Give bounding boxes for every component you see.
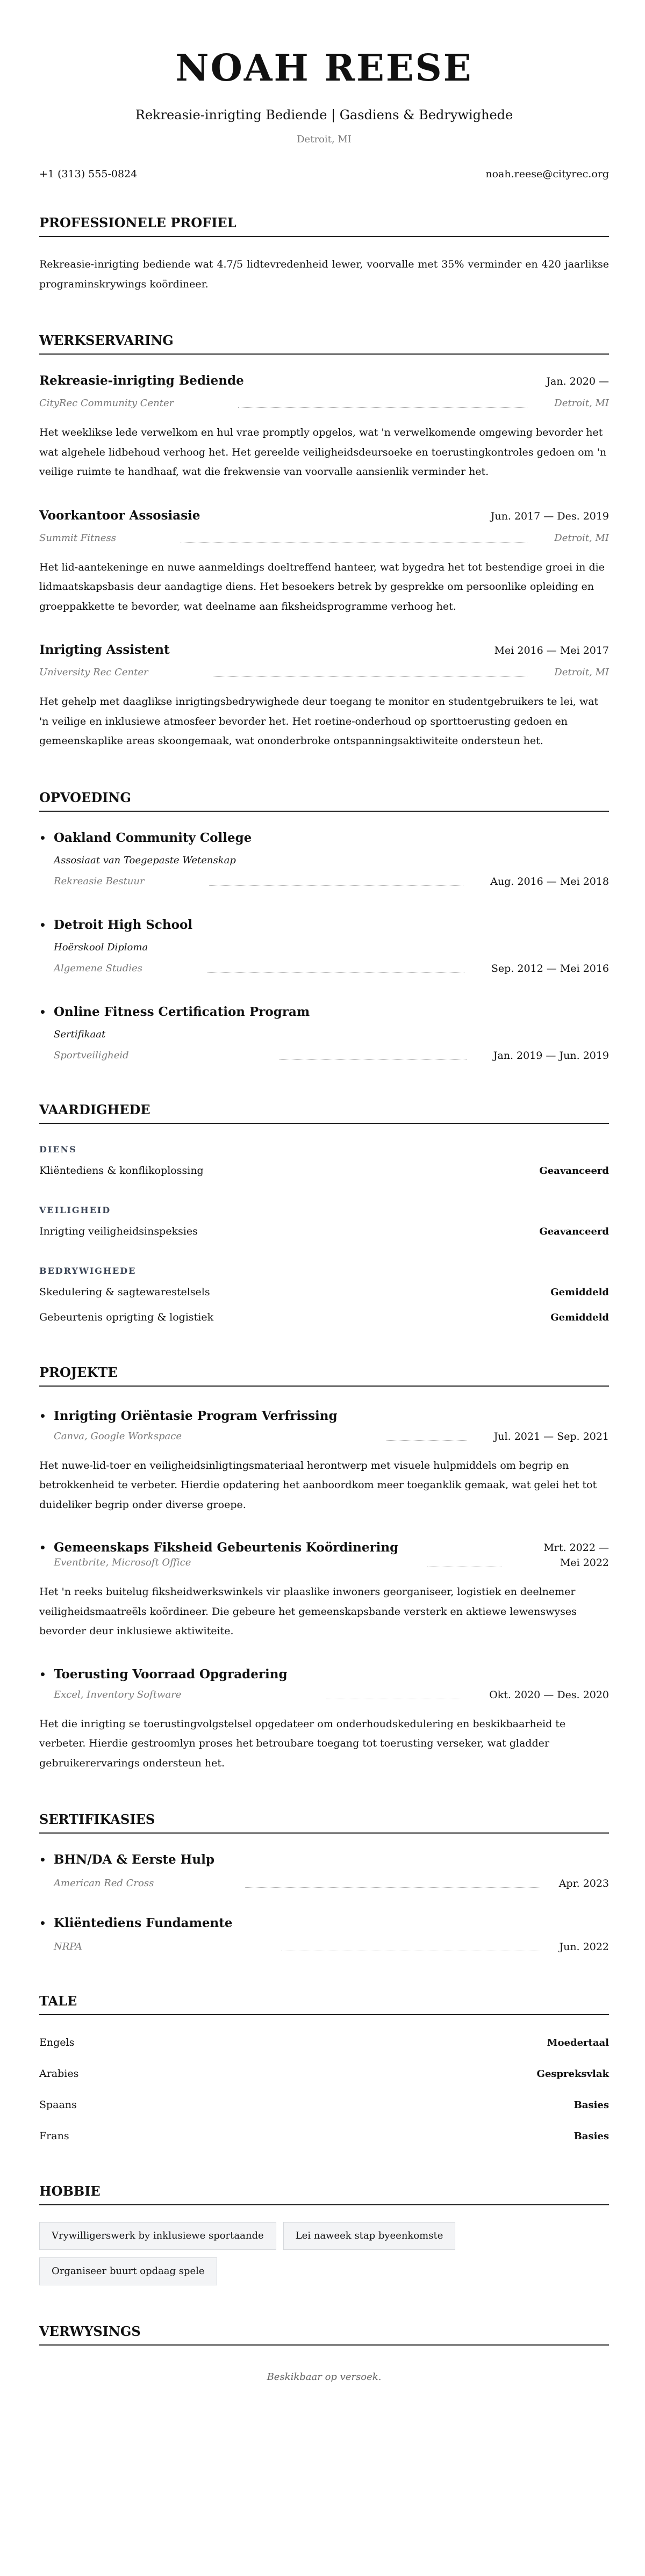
- language-row: [39, 2034, 609, 2051]
- candidate-headline: Rekreasie-inrigting Bediende | Gasdiens & Bedrywighede: [135, 107, 513, 122]
- project-dates: Jul. 2021 — Sep. 2021: [493, 1430, 609, 1442]
- section-heading: PROFESSIONELE PROFIEL: [39, 215, 609, 237]
- skill-level: Geavanceerd: [539, 1225, 609, 1237]
- hobby-chip: Vrywilligerswerk by inklusiewe sportaande: [39, 2222, 276, 2250]
- skill-row: [39, 1284, 609, 1301]
- education-dates: Jan. 2019 — Jun. 2019: [493, 1049, 609, 1062]
- language-name: Spaans: [39, 2099, 77, 2111]
- section-heading: WERKSERVARING: [39, 333, 609, 355]
- language-name: Arabies: [39, 2068, 79, 2080]
- project-description: Het 'n reeks buitelug fiksheidwerkswinkels vir plaaslike inwoners georganiseer, logistiek en deelnemer veiligheidsmaatreëls koördineer. Die gebeure het gemeenskapsbande versterk en aktiewe lewenswyses bevorder deur inklusiewe aktiwiteite.: [39, 1586, 577, 1637]
- skill-row: [39, 1223, 609, 1240]
- dotted-leader: [386, 1440, 467, 1441]
- certification-date: Jun. 2022: [559, 1941, 609, 1953]
- bullet-icon: •: [39, 831, 46, 845]
- school-name: Oakland Community College: [54, 830, 252, 845]
- project-entry: [39, 1663, 609, 1773]
- dotted-leader: [238, 407, 527, 408]
- certification-issuer: NRPA: [54, 1941, 82, 1952]
- language-name: Frans: [39, 2130, 69, 2142]
- section-heading: HOBBIE: [39, 2183, 609, 2205]
- job-dates: Mei 2016 — Mei 2017: [494, 645, 609, 656]
- project-description: Het die inrigting se toerustingvolgstelsel opgedateer om onderhoudskedulering en beskikbaarheid te verbeter. Hierdie gestroomlyn proses het betroubare toegang tot toerusting verseker, wat gladder gebruikerervarings ondersteun het.: [39, 1718, 566, 1769]
- dotted-leader: [280, 1059, 467, 1060]
- certification-name: BHN/DA & Eerste Hulp: [54, 1852, 214, 1867]
- skill-name: Gebeurtenis oprigting & logistiek: [39, 1311, 214, 1323]
- section-heading: VERWYSINGS: [39, 2324, 609, 2346]
- language-row: [39, 2066, 609, 2082]
- education-section: [39, 790, 609, 1063]
- certification-name: Kliëntediens Fundamente: [54, 1916, 233, 1930]
- job-location: Detroit, MI: [554, 398, 609, 409]
- project-title: Toerusting Voorraad Opgradering: [54, 1666, 288, 1682]
- language-level: Basies: [574, 2099, 609, 2111]
- section-heading: SERTIFIKASIES: [39, 1812, 609, 1834]
- bullet-icon: •: [39, 918, 46, 932]
- skill-level: Geavanceerd: [539, 1165, 609, 1177]
- degree: Hoërskool Diploma: [54, 941, 148, 953]
- section-heading: OPVOEDING: [39, 790, 609, 812]
- contact-row: [39, 167, 609, 182]
- languages-section: [39, 1993, 609, 2145]
- bullet-icon: •: [39, 1409, 46, 1423]
- dotted-leader: [213, 676, 528, 677]
- language-level: Moedertaal: [547, 2037, 609, 2048]
- job-location: Detroit, MI: [554, 532, 609, 544]
- dotted-leader: [209, 885, 464, 886]
- profile-summary: Rekreasie-inrigting bediende wat 4.7/5 lidtevredenheid lewer, voorvalle met 35% verminder en 420 jaarlikse programinskrywings koördineer.: [39, 258, 609, 290]
- school-name: Detroit High School: [54, 917, 193, 932]
- language-name: Engels: [39, 2037, 75, 2048]
- bullet-icon: •: [39, 1853, 46, 1866]
- skill-category: VEILIGHEID: [39, 1204, 111, 1215]
- job-company: University Rec Center: [39, 667, 148, 678]
- dotted-leader: [207, 972, 464, 973]
- skill-name: Kliëntediens & konflikoplossing: [39, 1164, 204, 1177]
- job-entry: [39, 641, 609, 751]
- certification-entry: [39, 1915, 609, 1954]
- candidate-name: NOAH REESE: [175, 47, 473, 90]
- project-title: Inrigting Oriëntasie Program Verfrissing: [54, 1408, 338, 1423]
- skill-group: [39, 1204, 609, 1240]
- dotted-leader: [245, 1887, 540, 1888]
- job-dates: Jun. 2017 — Des. 2019: [490, 510, 609, 522]
- project-description: Het nuwe-lid-toer en veiligheidsinligtingsmateriaal herontwerp met visuele hulpmiddels om begrip en betrokkenheid te verbeter. Hierdie opdatering het aanboordkom meer toeganklik gemaak, wat gelei het tot duideliker begrip onder diverse groepe.: [39, 1459, 597, 1511]
- skills-section: [39, 1102, 609, 1326]
- profile-section: [39, 215, 609, 294]
- certifications-section: [39, 1812, 609, 1954]
- skill-level: Gemiddeld: [550, 1311, 609, 1323]
- skill-group: [39, 1143, 609, 1179]
- references-section: [39, 2324, 609, 2385]
- bullet-icon: •: [39, 1917, 46, 1930]
- skill-row: [39, 1309, 609, 1326]
- job-description: Het weeklikse lede verwelkom en hul vrae promptly opgelos, wat 'n verwelkomende omgewing bevorder het wat algehele lidbehoud verhoog het. Het gereelde veiligheidsdeursoeke en toerustingkontroles gedoen om 'n veilige ruimte te handhaaf, wat die frekwensie van voorvalle aansienlik verminder het.: [39, 427, 607, 478]
- job-title: Inrigting Assistent: [39, 643, 170, 657]
- job-title: Rekreasie-inrigting Bediende: [39, 373, 244, 388]
- job-location: Detroit, MI: [554, 667, 609, 678]
- candidate-location: Detroit, MI: [297, 134, 352, 145]
- project-entry: [39, 1404, 609, 1515]
- field-of-study: Sportveiligheid: [54, 1049, 129, 1061]
- education-entry: [39, 829, 609, 889]
- dotted-leader: [181, 542, 527, 543]
- references-note: Beskikbaar op versoek.: [267, 2371, 382, 2383]
- section-heading: VAARDIGHEDE: [39, 1102, 609, 1124]
- experience-section: [39, 333, 609, 751]
- certification-entry: [39, 1851, 609, 1891]
- project-dates: Okt. 2020 — Des. 2020: [489, 1689, 609, 1701]
- education-entry: [39, 917, 609, 976]
- certification-date: Apr. 2023: [558, 1878, 609, 1889]
- language-level: Gespreksvlak: [536, 2068, 609, 2080]
- skill-level: Gemiddeld: [550, 1286, 609, 1298]
- skill-row: [39, 1163, 609, 1179]
- email-address[interactable]: noah.reese@cityrec.org: [485, 168, 609, 180]
- skill-category: BEDRYWIGHEDE: [39, 1265, 137, 1276]
- project-tools: Excel, Inventory Software: [54, 1689, 182, 1700]
- language-level: Basies: [574, 2131, 609, 2142]
- education-dates: Aug. 2016 — Mei 2018: [490, 875, 609, 887]
- hobbies-section: [39, 2183, 609, 2293]
- bullet-icon: •: [39, 1668, 46, 1681]
- hobby-chip: Lei naweek stap byeenkomste: [283, 2222, 456, 2250]
- job-dates: Jan. 2020 —: [546, 376, 609, 387]
- projects-section: [39, 1365, 609, 1773]
- section-heading: PROJEKTE: [39, 1365, 609, 1387]
- bullet-icon: •: [39, 1005, 46, 1019]
- skill-name: Skedulering & sagtewarestelsels: [39, 1286, 210, 1298]
- language-row: [39, 2128, 609, 2145]
- project-dates: Mrt. 2022 — Mei 2022: [543, 1542, 609, 1569]
- field-of-study: Algemene Studies: [54, 962, 142, 974]
- job-company: CityRec Community Center: [39, 398, 174, 409]
- job-entry: [39, 507, 609, 617]
- skill-name: Inrigting veiligheidsinspeksies: [39, 1225, 198, 1237]
- education-entry: [39, 1004, 609, 1063]
- language-row: [39, 2097, 609, 2113]
- skill-group: [39, 1265, 609, 1326]
- job-entry: [39, 372, 609, 482]
- project-title: Gemeenskaps Fiksheid Gebeurtenis Koördinering: [54, 1540, 399, 1555]
- project-tools: Eventbrite, Microsoft Office: [54, 1557, 191, 1568]
- phone-number: +1 (313) 555-0824: [39, 168, 138, 180]
- field-of-study: Rekreasie Bestuur: [54, 875, 145, 887]
- job-description: Het gehelp met daaglikse inrigtingsbedrywighede deur toegang te monitor en studentgebruikers te lei, wat 'n veilige en inklusiewe atmosfeer bevorder het. Het roetine-onderhoud op sporttoerusting gedoen en gemeenskaplike areas skoongemaak, wat ononderbroke ontspanningsaktiwiteite ondersteun het.: [39, 696, 599, 747]
- job-company: Summit Fitness: [39, 532, 116, 544]
- project-entry: [39, 1536, 609, 1641]
- certification-issuer: American Red Cross: [54, 1878, 154, 1889]
- degree: Assosiaat van Toegepaste Wetenskap: [54, 854, 236, 866]
- education-dates: Sep. 2012 — Mei 2016: [491, 962, 609, 975]
- skill-category: DIENS: [39, 1144, 77, 1154]
- degree: Sertifikaat: [54, 1028, 106, 1040]
- project-tools: Canva, Google Workspace: [54, 1430, 182, 1442]
- school-name: Online Fitness Certification Program: [54, 1004, 310, 1019]
- bullet-icon: •: [39, 1541, 46, 1554]
- section-heading: TALE: [39, 1993, 609, 2015]
- job-description: Het lid-aantekeninge en nuwe aanmeldings doeltreffend hanteer, wat bygedra het tot bestendige groei in die lidmaatskapsbasis deur aandagtige diens. Het besoekers betrek by gesprekke om persoonlike opleiding en groeppakkette te bevorder, wat deelname aan fiksheidsprogramme verhoog het.: [39, 561, 605, 612]
- job-title: Voorkantoor Assosiasie: [39, 508, 200, 523]
- hobby-chip: Organiseer buurt opdaag spele: [39, 2257, 217, 2285]
- hobby-chips: [39, 2222, 609, 2293]
